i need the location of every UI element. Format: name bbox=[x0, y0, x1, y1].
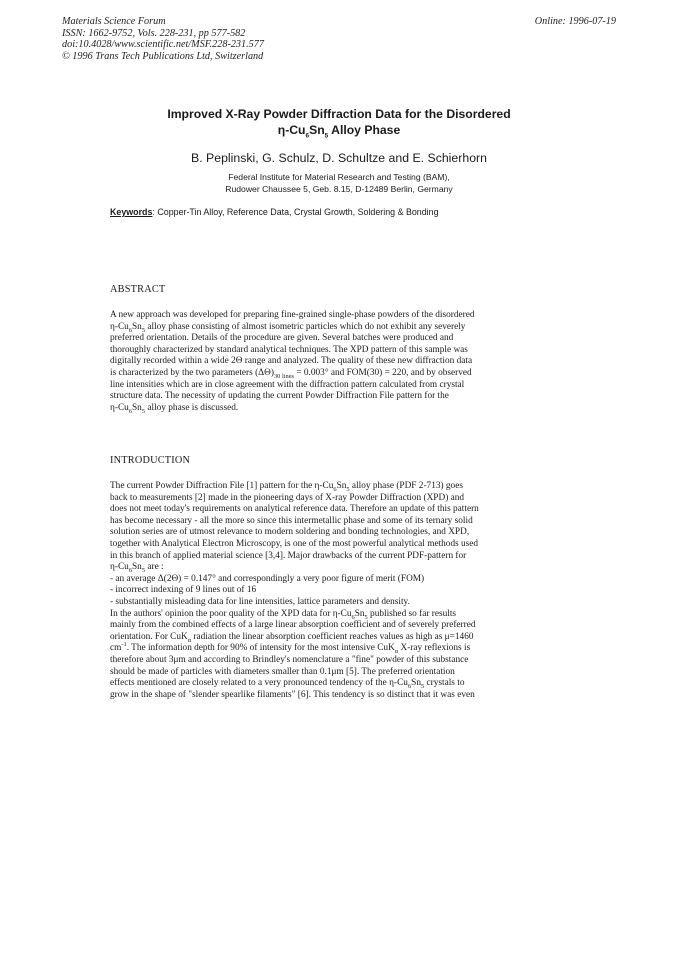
text-line: does not meet today's requirements on analytical reference data. Therefore an update of this pattern bbox=[110, 504, 479, 515]
text-line: - an average Δ(2Θ) = 0.147° and correspondingly a very poor figure of merit (FOM) bbox=[110, 573, 425, 584]
text-line: orientation. For CuK$_\alpha$ radiation the linear absorption coefficient reaches values as high as μ=1460 bbox=[110, 631, 474, 644]
text-line: together with Analytical Electron Microscopy, is one of the most powerful analytical methods used bbox=[110, 538, 479, 549]
text-line: should be made of particles with diameters smaller than 0.1μm [5]. The preferred orientation bbox=[110, 666, 455, 677]
text-line: effects mentioned are closely related to a very pronounced tendency of the $\eta-Cu_6Sn_5$ crystals to bbox=[110, 678, 465, 690]
affiliation bbox=[62, 172, 616, 195]
text-line: is characterized by the two parameters $(\Delta\Theta)_{30 lines} = 0.003^\circ$ and FOM(30) = 220, and by observed bbox=[110, 367, 472, 380]
text-line: back to measurements [2] made in the pioneering days of X-ray Powder Diffraction (XPD) and bbox=[110, 492, 465, 503]
text-line: mainly from the combined effects of a large linear absorption coefficient and of severely preferred bbox=[110, 620, 476, 631]
text-line: In the authors' opinion the poor quality of the XPD data for $\eta-Cu_6Sn_5$ published so far results bbox=[110, 608, 457, 621]
text-line: in this branch of applied material science [3,4]. Major drawbacks of the current PDF-pattern for bbox=[110, 550, 467, 561]
abstract-body bbox=[110, 310, 552, 414]
text-line: digitally recorded within a wide 2Θ range and analyzed. The quality of these new diffraction data bbox=[110, 356, 473, 367]
title-line-2: $\eta-Cu_6Sn_5$ Alloy Phase bbox=[277, 122, 401, 139]
keywords-text: : Copper-Tin Alloy, Reference Data, Crystal Growth, Soldering & Bonding bbox=[152, 207, 439, 217]
abstract-heading: ABSTRACT bbox=[110, 284, 166, 295]
text-line: therefore about 3μm and according to Brindley's nomenclature a "fine" powder of this substance bbox=[110, 654, 469, 665]
keywords-label: Keywords bbox=[110, 207, 153, 217]
text-line: - substantially misleading data for line intensities, lattice parameters and density. bbox=[110, 596, 410, 607]
journal-header bbox=[62, 16, 264, 62]
text-line: $\eta-Cu_6Sn_5$ alloy phase consisting of almost isometric particles which do not exhibit any severely bbox=[110, 321, 466, 334]
text-line: - incorrect indexing of 9 lines out of 16 bbox=[110, 585, 257, 596]
online-date: Online: 1996-07-19 bbox=[534, 16, 616, 27]
text-line: A new approach was developed for preparing fine-grained single-phase powders of the disordered bbox=[110, 310, 475, 320]
title-line-1: Improved X-Ray Powder Diffraction Data for the Disordered bbox=[167, 107, 511, 121]
text-line: preferred orientation. Details of the procedure are given. Several batches were produced and bbox=[110, 333, 454, 344]
text-line: thoroughly characterized by standard analytical techniques. The XPD pattern of this sample was bbox=[110, 344, 468, 355]
text-line: structure data. The necessity of updating the current Powder Diffraction File pattern for the bbox=[110, 391, 449, 402]
text-line: line intensities which are in close agreement with the diffraction pattern calculated from crystal bbox=[110, 379, 465, 390]
introduction-heading: INTRODUCTION bbox=[110, 455, 191, 466]
text-line: solution series are of utmost relevance to modern soldering and bonding technologies, and XPD, bbox=[110, 527, 470, 538]
authors: B. Peplinski, G. Schulz, D. Schultze and E. Schierhorn bbox=[191, 151, 487, 165]
paper-title bbox=[62, 107, 616, 138]
issn-line: ISSN: 1662-9752, Vols. 228-231, pp 577-582 bbox=[62, 27, 246, 39]
text-line: grow in the shape of "slender spearlike filaments" [6]. This tendency is so distinct that it was even bbox=[110, 689, 475, 700]
affiliation-line-1: Federal Institute for Material Research and Testing (BAM), bbox=[228, 172, 450, 182]
text-line: $\eta-Cu_6Sn_5$ are : bbox=[110, 562, 164, 575]
text-line: $\eta-Cu_6Sn_5$ alloy phase is discussed. bbox=[110, 402, 239, 415]
doi-line: doi:10.4028/www.scientific.net/MSF.228-231.577 bbox=[62, 39, 264, 51]
text-line: $cm^{-1}$. The information depth for 90% of intensity for the most intensive CuK$_\alpha$ X-ray reflexions is bbox=[110, 641, 471, 656]
journal-name: Materials Science Forum bbox=[62, 16, 166, 27]
text-line: has become necessary - all the more so since this intermetallic phase and some of its ternary solid bbox=[110, 515, 473, 526]
copyright-line: © 1996 Trans Tech Publications Ltd, Switzerland bbox=[62, 50, 264, 62]
affiliation-line-2: Rudower Chaussee 5, Geb. 8.15, D-12489 Berlin, Germany bbox=[225, 183, 453, 194]
keywords bbox=[110, 207, 439, 217]
introduction-body bbox=[110, 481, 552, 701]
text-line: The current Powder Diffraction File [1] pattern for the $\eta-Cu_6Sn_5$ alloy phase (PDF 2-713) goes bbox=[110, 481, 463, 493]
